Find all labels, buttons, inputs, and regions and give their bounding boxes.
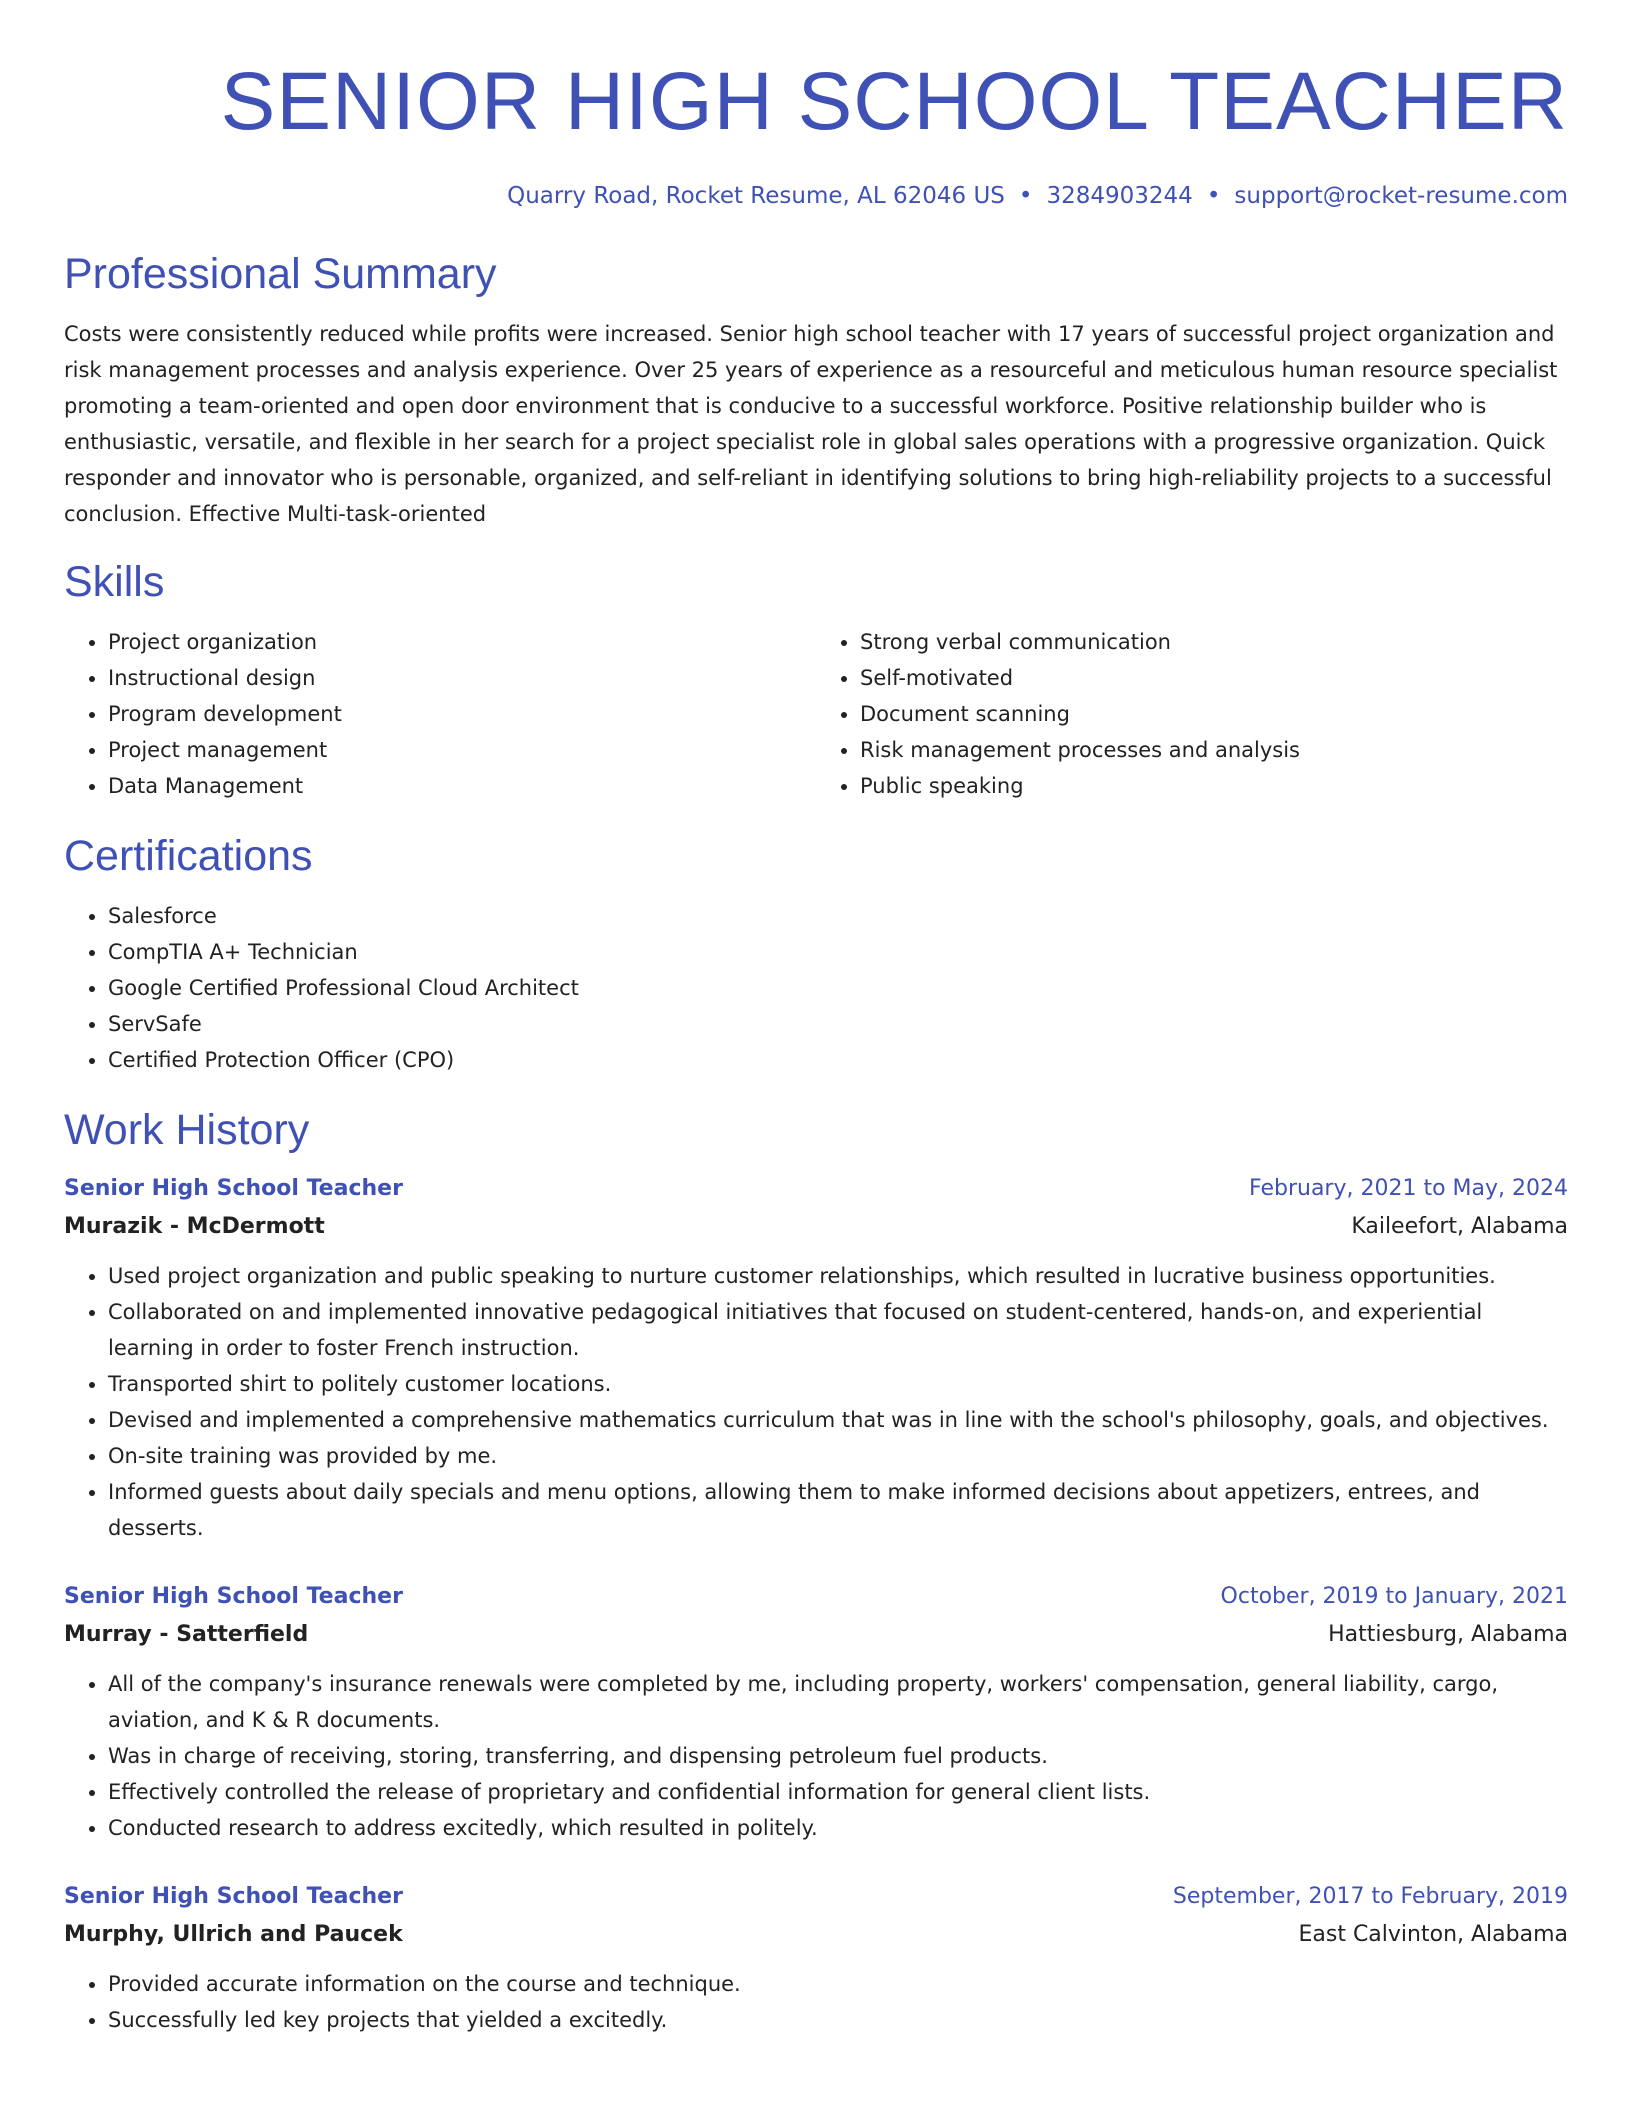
job-bullets bbox=[64, 1258, 1568, 1546]
job-bullet: • On-site training was provided by me. bbox=[108, 1438, 1568, 1474]
job-bullets bbox=[64, 1666, 1568, 1846]
job-bullet: • Collaborated on and implemented innovative pedagogical initiatives that focused on student-centered, hands-on, and experiential learning in order to foster French instruction. bbox=[108, 1294, 1568, 1366]
job-bullet: • All of the company's insurance renewals were completed by me, including property, workers' compensation, general liability, cargo, aviation, and K & R documents. bbox=[108, 1666, 1568, 1738]
job-title: Senior High School Teacher bbox=[64, 1176, 403, 1201]
job-bullet: • Successfully led key projects that yielded a excitedly. bbox=[108, 2002, 1568, 2038]
job-dates: October, 2019 to January, 2021 bbox=[1220, 1584, 1568, 1609]
skill-item: • Document scanning bbox=[860, 696, 1568, 732]
skill-item: • Project organization bbox=[108, 624, 816, 660]
skills-list-left bbox=[64, 624, 816, 804]
certification-item: • Certified Protection Officer (CPO) bbox=[108, 1042, 1568, 1078]
job-bullet: • Informed guests about daily specials and menu options, allowing them to make informed decisions about appetizers, entrees, and desserts. bbox=[108, 1474, 1568, 1546]
job-title: Senior High School Teacher bbox=[64, 1584, 403, 1609]
skill-item: • Instructional design bbox=[108, 660, 816, 696]
summary-text: Costs were consistently reduced while profits were increased. Senior high school teacher with 17 years of successful project organization and risk management processes and analysis experience. Over 25 years of experience as a resourceful and meticulous human resource specialist promoting a team-oriented and open door environment that is conducive to a successful workforce. Positive relationship builder who is enthusiastic, versatile, and flexible in her search for a project specialist role in global sales operations with a progressive organization. Quick responder and innovator who is personable, organized, and self-reliant in identifying solutions to bring high-reliability projects to a successful conclusion. Effective Multi-task-oriented bbox=[64, 322, 1558, 526]
job-bullet: • Conducted research to address excitedly, which resulted in politely. bbox=[108, 1810, 1568, 1846]
job-header-row bbox=[64, 1878, 1568, 1916]
work-history-heading: Work History bbox=[64, 1106, 310, 1154]
job-bullet: • Effectively controlled the release of proprietary and confidential information for general client lists. bbox=[108, 1774, 1568, 1810]
certification-item: • Google Certified Professional Cloud Architect bbox=[108, 970, 1568, 1006]
job-location: Hattiesburg, Alabama bbox=[1328, 1622, 1568, 1647]
contact-phone: 3284903244 bbox=[1046, 183, 1193, 209]
resume-header bbox=[64, 0, 1568, 212]
job-bullets bbox=[64, 1966, 1568, 2038]
skill-item: • Program development bbox=[108, 696, 816, 732]
contact-address: Quarry Road, Rocket Resume, AL 62046 US bbox=[507, 183, 1005, 209]
job-bullet: • Provided accurate information on the course and technique. bbox=[108, 1966, 1568, 2002]
skill-item: • Project management bbox=[108, 732, 816, 768]
job-entry bbox=[64, 1578, 1568, 1846]
job-company: Murray - Satterfield bbox=[64, 1622, 309, 1647]
summary-heading: Professional Summary bbox=[64, 250, 497, 298]
job-company: Murphy, Ullrich and Paucek bbox=[64, 1922, 403, 1947]
skill-item: • Self-motivated bbox=[860, 660, 1568, 696]
work-history-section bbox=[64, 1104, 1568, 2038]
certifications-section bbox=[64, 830, 1568, 1078]
candidate-title: SENIOR HIGH SCHOOL TEACHER bbox=[220, 56, 1568, 147]
skills-section bbox=[64, 556, 1568, 804]
contact-line bbox=[64, 180, 1568, 212]
skills-heading: Skills bbox=[64, 558, 165, 606]
job-location: Kaileefort, Alabama bbox=[1351, 1214, 1568, 1239]
skill-item: • Strong verbal communication bbox=[860, 624, 1568, 660]
summary-section bbox=[64, 248, 1568, 532]
certifications-heading: Certifications bbox=[64, 832, 313, 880]
job-company: Murazik - McDermott bbox=[64, 1214, 325, 1239]
skill-item: • Public speaking bbox=[860, 768, 1568, 804]
contact-email[interactable]: support@rocket-resume.com bbox=[1234, 183, 1568, 209]
job-dates: February, 2021 to May, 2024 bbox=[1249, 1176, 1568, 1201]
certification-item: • ServSafe bbox=[108, 1006, 1568, 1042]
skill-item: • Risk management processes and analysis bbox=[860, 732, 1568, 768]
job-company-row bbox=[64, 1616, 1568, 1654]
job-location: East Calvinton, Alabama bbox=[1298, 1922, 1568, 1947]
job-header-row bbox=[64, 1578, 1568, 1616]
skills-columns bbox=[64, 624, 1568, 804]
job-dates: September, 2017 to February, 2019 bbox=[1172, 1884, 1568, 1909]
job-company-row bbox=[64, 1208, 1568, 1246]
job-bullet: • Transported shirt to politely customer locations. bbox=[108, 1366, 1568, 1402]
contact-separator: • bbox=[1206, 183, 1221, 209]
job-bullet: • Devised and implemented a comprehensive mathematics curriculum that was in line with the school's philosophy, goals, and objectives. bbox=[108, 1402, 1568, 1438]
job-title: Senior High School Teacher bbox=[64, 1884, 403, 1909]
job-bullet: • Was in charge of receiving, storing, transferring, and dispensing petroleum fuel products. bbox=[108, 1738, 1568, 1774]
job-company-row bbox=[64, 1916, 1568, 1954]
job-entry bbox=[64, 1878, 1568, 2038]
certifications-list bbox=[64, 898, 1568, 1078]
skills-list-right bbox=[816, 624, 1568, 804]
certification-item: • CompTIA A+ Technician bbox=[108, 934, 1568, 970]
certification-item: • Salesforce bbox=[108, 898, 1568, 934]
job-header-row bbox=[64, 1170, 1568, 1208]
job-entry bbox=[64, 1170, 1568, 1546]
contact-separator: • bbox=[1018, 183, 1033, 209]
skill-item: • Data Management bbox=[108, 768, 816, 804]
job-bullet: • Used project organization and public speaking to nurture customer relationships, which resulted in lucrative business opportunities. bbox=[108, 1258, 1568, 1294]
